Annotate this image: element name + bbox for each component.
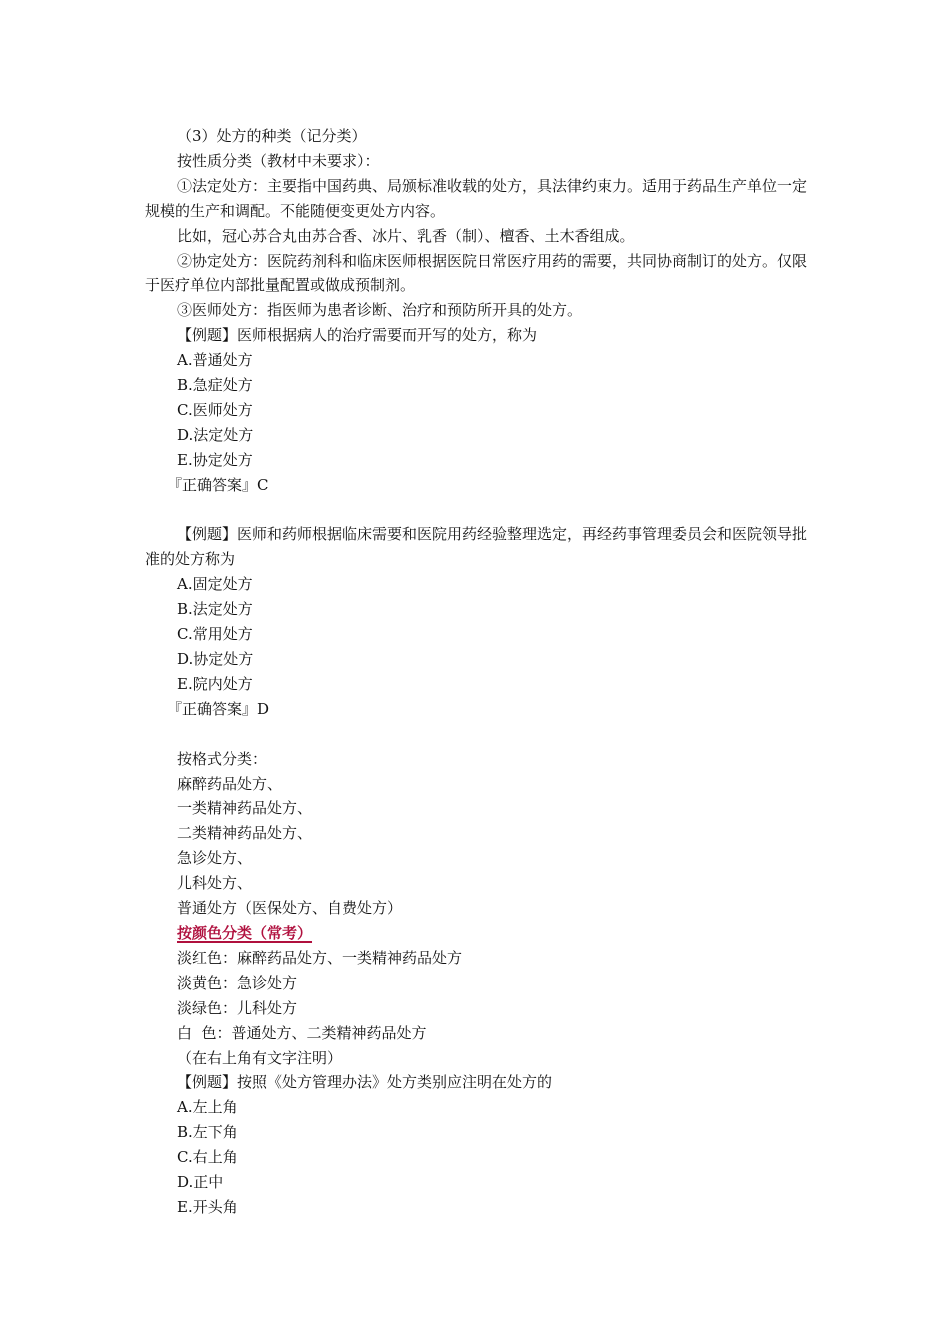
- question-3-option-a: A.左上角: [177, 1098, 238, 1117]
- color-item: 淡红色：麻醉药品处方、一类精神药品处方: [177, 948, 463, 967]
- question-1-option-c: C.医师处方: [177, 400, 253, 419]
- format-heading: 按格式分类：: [177, 749, 268, 768]
- question-2-option-a: A.固定处方: [177, 575, 253, 594]
- question-1-option-d: D.法定处方: [177, 425, 254, 444]
- format-item: 普通处方（医保处方、自费处方）: [177, 899, 403, 918]
- question-3-option-d: D.正中: [177, 1173, 224, 1192]
- spacer: [145, 722, 810, 747]
- question-2-option-d: D.协定处方: [177, 650, 254, 669]
- format-item: 麻醉药品处方、: [177, 774, 283, 793]
- color-note: （在右上角有文字注明）: [177, 1048, 343, 1067]
- question-2-stem: 【例题】医师和药师根据临床需要和医院用药经验整理选定，再经药事管理委员会和医院领导批准的处方称为: [145, 525, 808, 569]
- format-item: 二类精神药品处方、: [177, 824, 313, 843]
- legal-prescription-paragraph: ①法定处方：主要指中国药典、局颁标准收载的处方，具法律约束力。适用于药品生产单位一定规模的生产和调配。不能随便变更处方内容。: [145, 176, 808, 220]
- example-note: 比如，冠心苏合丸由苏合香、冰片、乳香（制）、檀香、土木香组成。: [177, 226, 635, 245]
- question-2-option-c: C.常用处方: [177, 625, 253, 644]
- question-1-option-a: A.普通处方: [177, 351, 253, 370]
- nature-heading: 按性质分类（教材中未要求）：: [177, 151, 380, 170]
- question-1-option-b: B.急症处方: [177, 376, 253, 395]
- question-3-option-c: C.右上角: [177, 1148, 238, 1167]
- question-2-option-b: B.法定处方: [177, 600, 253, 619]
- question-1-answer: 『正确答案』C: [167, 475, 269, 494]
- question-1-stem: 【例题】医师根据病人的治疗需要而开写的处方，称为: [177, 326, 538, 345]
- document-page: [145, 124, 810, 1220]
- color-item: 淡黄色：急诊处方: [177, 973, 298, 992]
- spacer: [145, 498, 810, 523]
- format-item: 急诊处方、: [177, 849, 253, 868]
- question-2-option-e: E.院内处方: [177, 674, 253, 693]
- agreement-prescription-paragraph: ②协定处方：医院药剂科和临床医师根据医院日常医疗用药的需要，共同协商制订的处方。仅限于医疗单位内部批量配置或做成预制剂。: [145, 251, 808, 295]
- color-heading-row: [145, 921, 810, 946]
- question-1-option-e: E.协定处方: [177, 450, 253, 469]
- color-item: 淡绿色：儿科处方: [177, 998, 298, 1017]
- color-item: 白 色：普通处方、二类精神药品处方: [177, 1023, 427, 1042]
- question-2-answer: 『正确答案』D: [167, 699, 270, 718]
- physician-prescription-line: ③医师处方：指医师为患者诊断、治疗和预防所开具的处方。: [177, 301, 583, 320]
- question-3-option-b: B.左下角: [177, 1123, 238, 1142]
- question-3-option-e: E.开头角: [177, 1197, 238, 1216]
- section-title: （3）处方的种类（记分类）: [177, 127, 367, 145]
- color-heading: 按颜色分类（常考）: [177, 923, 313, 942]
- format-item: 一类精神药品处方、: [177, 799, 313, 818]
- format-item: 儿科处方、: [177, 874, 253, 893]
- question-3-stem: 【例题】按照《处方管理办法》处方类别应注明在处方的: [177, 1073, 553, 1092]
